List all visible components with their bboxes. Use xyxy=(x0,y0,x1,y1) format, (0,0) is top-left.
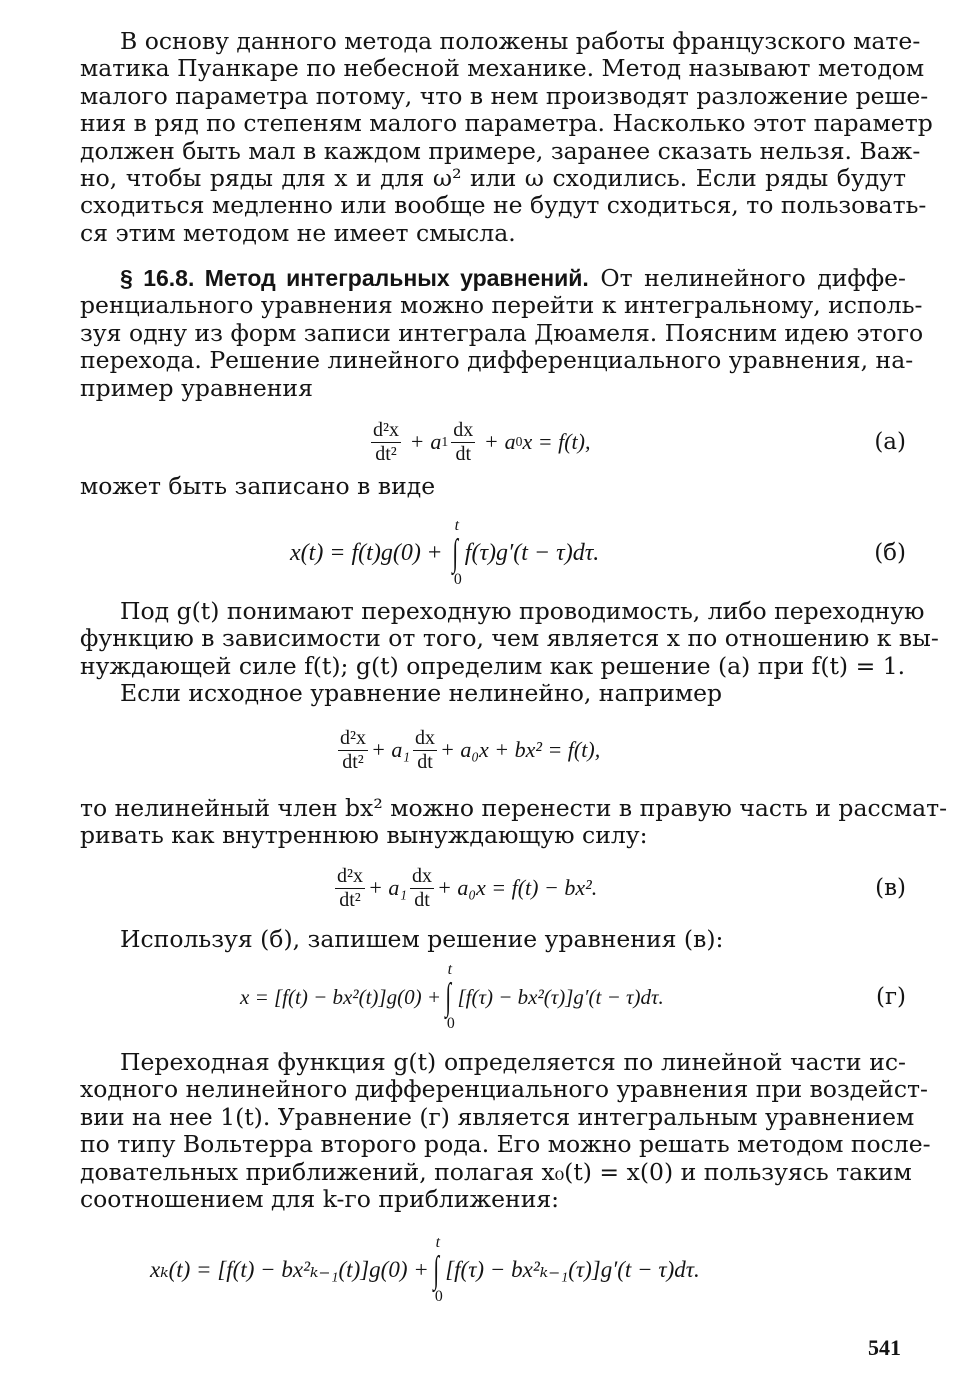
paragraph-using-b: Используя (б), запишем решение уравнения (в): xyxy=(120,925,724,953)
paragraph-transfer-function: Под g(t) понимают переходную проводимость, либо переходную функцию в зависимости от того, чем является x по отношению к вы- нуждающей силе f(t); g(t) определим как решение (а) при f(t) = 1. xyxy=(80,597,939,680)
page-number: 541 xyxy=(868,1335,901,1360)
equation-number-a: (а) xyxy=(874,429,906,455)
equation-nonlinear: $\frac{\text{d²x}}{\text{dt²}}$ + a₁ $\frac{dx}{dt}$ + a₀x + bx² = f(t), xyxy=(340,726,601,773)
paragraph-intro: В основу данного метода положены работы французского мате- матика Пуанкаре по небесной механике. Метод называют методом малого параметра потому, что в нем производят разложение реше- ния в ряд по степеням малого параметра. Насколько этот параметр должен быть мал в каждом примере, заранее сказать нельзя. Важ- но, чтобы ряды для x и для ω² или ω сходились. Если ряды будут сходиться медленно или вообще не будут сходиться, то пользовать- ся этим методом не имеет смысла. xyxy=(80,27,933,247)
equation-k-approximation: xₖ(t) = [f(t) − bx²ₖ₋₁(t)]g(0) + ∫ t 0 [f(τ) − bx²ₖ₋₁(τ)]g′(t − τ)dτ. xyxy=(150,1234,700,1305)
equation-g: x = [f(t) − bx²(t)]g(0) + ∫ t 0 [f(τ) − bx²(τ)]g′(t − τ)dτ. (г) xyxy=(240,961,906,1032)
fraction-dx-dt: $\frac{dx}{dt}$ xyxy=(453,418,474,465)
equation-a: $\frac{\text{d²x}}{\text{dt²}}$ + a 1 $\frac{dx}{dt}$ + a 0 x = f(t), (а) xyxy=(80,410,906,474)
fraction-dx-dt: $\frac{dx}{dt}$ xyxy=(412,864,432,911)
paragraph-move-term: то нелинейный член bx² можно перенести в правую часть и рассмат- ривать как внутреннюю вынуждающую силу: xyxy=(80,794,948,850)
paragraph-transition-function: Переходная функция g(t) определяется по линейной части ис- ходного нелинейного дифференциального уравнения при воздейст- вии на нее 1(t). Уравнение (г) является интегральным уравнением по типу Вольтерра второго рода. Его можно решать методом после- довательных приближений, полагая x₀(t) = x(0) и пользуясь таким соотношением для k-го приближения: xyxy=(80,1048,931,1214)
equation-number-b: (б) xyxy=(874,540,906,566)
equation-v: $\frac{\text{d²x}}{\text{dt²}}$ + a₁ $\frac{dx}{dt}$ + a₀x = f(t) − bx². (в) xyxy=(80,856,906,920)
section-16-8: § 16.8. Метод интегральных уравнений. От нелинейного диффе- ренциального уравнения можно перейти к интегральному, исполь- зуя одну из форм записи интеграла Дюамеля. Поясним идею этого перехода. Решение линейного дифференциального уравнения, на- пример уравнения xyxy=(80,264,924,402)
paragraph-nonlinear: Если исходное уравнение нелинейно, например xyxy=(120,679,723,707)
section-heading: § 16.8. Метод интегральных уравнений. xyxy=(120,265,589,291)
fraction-d2x-dt2: $\frac{\text{d²x}}{\text{dt²}}$ xyxy=(373,418,399,465)
integral-sign: ∫ t 0 xyxy=(445,961,455,1032)
integral-sign: ∫ t 0 xyxy=(452,517,463,588)
text-b-intro: может быть записано в виде xyxy=(80,472,436,500)
equation-number-g: (г) xyxy=(876,984,906,1010)
equation-number-v: (в) xyxy=(875,875,906,901)
integral-sign: ∫ t 0 xyxy=(433,1234,443,1305)
equation-b: x(t) = f(t)g(0) + ∫ t 0 f(τ)g′(t − τ)dτ. (б) xyxy=(290,517,906,588)
fraction-d2x-dt2: $\frac{\text{d²x}}{\text{dt²}}$ xyxy=(337,864,363,911)
fraction-dx-dt: $\frac{dx}{dt}$ xyxy=(415,726,435,773)
fraction-d2x-dt2: $\frac{\text{d²x}}{\text{dt²}}$ xyxy=(340,726,366,773)
